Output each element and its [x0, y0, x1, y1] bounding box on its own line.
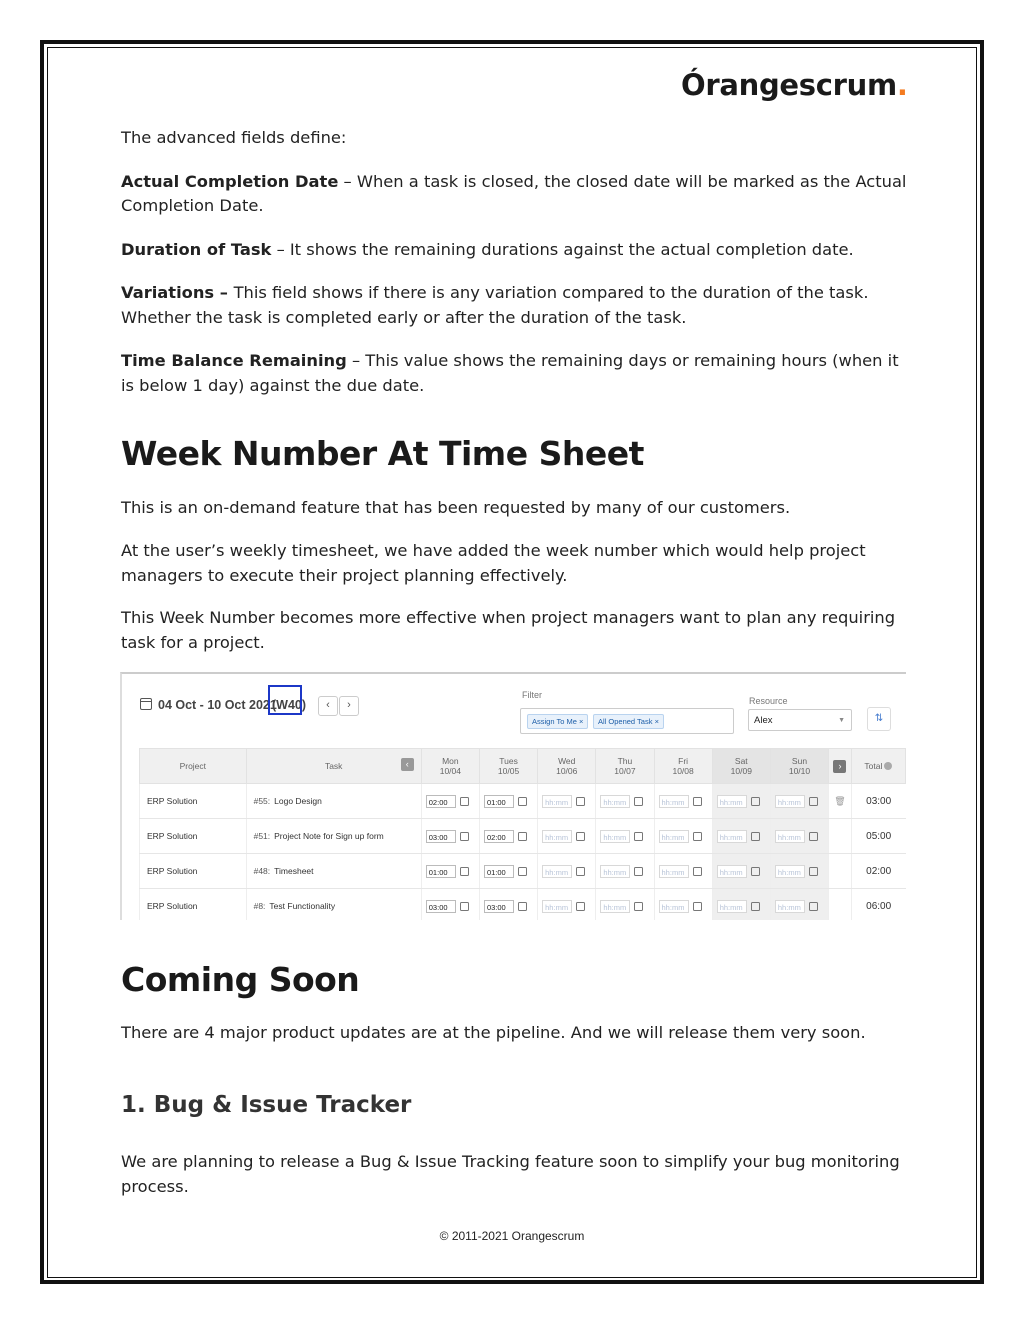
time-cell: [479, 889, 537, 921]
day-date: 10/09: [730, 766, 752, 776]
col-expand: [829, 749, 852, 784]
time-input[interactable]: hh:mm: [542, 795, 572, 808]
week-paragraph-1: This is an on-demand feature that has been requested by many of our customers.: [121, 498, 791, 517]
checkbox[interactable]: [634, 867, 643, 876]
day-date: 10/08: [672, 766, 694, 776]
field-variations: [121, 281, 911, 330]
time-input[interactable]: 01:00: [426, 865, 456, 878]
checkbox[interactable]: [751, 902, 760, 911]
col-task: [246, 749, 421, 784]
footer-copyright: © 2011-2021 Orangescrum: [439, 1229, 585, 1243]
row-task[interactable]: [246, 784, 421, 819]
table-header-row: [140, 749, 906, 784]
row-project: ERP Solution: [140, 889, 247, 921]
field-term: Time Balance Remaining: [121, 351, 347, 370]
time-input[interactable]: hh:mm: [659, 830, 689, 843]
task-title: Test Functionality: [269, 901, 336, 911]
timesheet-table: [139, 748, 906, 920]
task-title: Timesheet: [274, 866, 314, 876]
time-input[interactable]: hh:mm: [600, 900, 630, 913]
day-name: Wed: [558, 756, 576, 766]
col-total: [851, 749, 905, 784]
week-paragraph-3: This Week Number becomes more effective when project managers want to plan any requiring task for a project.: [121, 608, 896, 652]
day-name: Mon: [442, 756, 459, 766]
checkbox[interactable]: [693, 867, 702, 876]
time-input[interactable]: 03:00: [426, 830, 456, 843]
day-name: Tues: [499, 756, 518, 766]
table-row: [140, 784, 906, 819]
day-name: Sun: [791, 756, 808, 766]
col-day-tue: [479, 749, 537, 784]
col-task-label: Task: [324, 761, 343, 771]
checkbox[interactable]: [809, 797, 818, 806]
field-desc: – This value shows the remaining days or remaining hours (when it is below 1 day) against the due date.: [121, 351, 899, 395]
time-cell: [596, 819, 654, 854]
timesheet-body: [140, 784, 906, 921]
remove-chip-icon[interactable]: ×: [654, 717, 659, 726]
time-input[interactable]: hh:mm: [600, 830, 630, 843]
task-number: #8:: [253, 901, 266, 911]
checkbox[interactable]: [809, 902, 818, 911]
time-input[interactable]: hh:mm: [775, 830, 805, 843]
time-input[interactable]: hh:mm: [775, 795, 805, 808]
field-term: Variations –: [121, 283, 234, 302]
time-cell: [770, 819, 828, 854]
field-desc: – When a task is closed, the closed date will be marked as the Actual Completion Date.: [121, 171, 907, 215]
day-date: 10/07: [614, 766, 636, 776]
chip-label: All Opened Task: [598, 717, 653, 726]
sort-button[interactable]: [867, 707, 891, 731]
time-cell: [712, 889, 770, 921]
checkbox[interactable]: [693, 797, 702, 806]
checkbox[interactable]: [518, 832, 527, 841]
time-cell: [596, 889, 654, 921]
row-action: [829, 819, 852, 854]
time-input[interactable]: hh:mm: [659, 865, 689, 878]
row-action: [829, 854, 852, 889]
checkbox[interactable]: [576, 867, 585, 876]
time-cell: [770, 854, 828, 889]
col-day-mon: [421, 749, 479, 784]
time-cell: [654, 784, 712, 819]
checkbox[interactable]: [634, 832, 643, 841]
week-paragraph-2: At the user’s weekly timesheet, we have added the week number which would help project managers to execute their project planning effectively.: [121, 541, 866, 585]
time-cell: [421, 819, 479, 854]
row-task[interactable]: [246, 854, 421, 889]
checkbox[interactable]: [460, 832, 469, 841]
time-input[interactable]: hh:mm: [600, 865, 630, 878]
task-number: #48:: [253, 866, 271, 876]
checkbox[interactable]: [518, 902, 527, 911]
field-term: Duration of Task: [121, 239, 272, 259]
time-input[interactable]: hh:mm: [717, 900, 747, 913]
advanced-fields-section: [121, 126, 911, 417]
time-input[interactable]: 01:00: [484, 865, 514, 878]
coming-soon-heading: Coming Soon: [121, 960, 360, 999]
caret-down-icon: ▼: [838, 717, 845, 724]
time-cell: [479, 854, 537, 889]
col-total-label: Total: [864, 761, 883, 771]
time-input[interactable]: hh:mm: [600, 795, 630, 808]
filter-chip-assign-to-me[interactable]: [527, 714, 588, 729]
intro-text: The advanced fields define:: [121, 128, 347, 147]
filter-chip-all-opened-task[interactable]: [593, 714, 664, 729]
checkbox[interactable]: [751, 797, 760, 806]
time-cell: [538, 889, 596, 921]
day-date: 10/06: [556, 766, 578, 776]
checkbox[interactable]: [634, 797, 643, 806]
row-total: 06:00: [851, 889, 905, 921]
time-cell: [770, 889, 828, 921]
checkbox[interactable]: [518, 797, 527, 806]
time-input[interactable]: 01:00: [484, 795, 514, 808]
task-title: Logo Design: [274, 796, 322, 806]
time-cell: [479, 819, 537, 854]
chevron-left-icon: ‹: [326, 699, 330, 711]
field-desc: This field shows if there is any variation compared to the duration of the task. Whether the task is completed early or after the duration of the task.: [121, 283, 869, 327]
row-total: 03:00: [851, 784, 905, 819]
remove-chip-icon[interactable]: ×: [578, 717, 584, 726]
row-project: ERP Solution: [140, 784, 247, 819]
field-actual-completion-date: [121, 170, 911, 219]
time-input[interactable]: hh:mm: [542, 830, 572, 843]
task-number: #55:: [253, 796, 271, 806]
info-icon: [884, 762, 892, 770]
resource-label: Resource: [749, 696, 788, 706]
week-number-highlight: [268, 685, 302, 715]
checkbox[interactable]: [751, 867, 760, 876]
filter-label: Filter: [522, 690, 542, 700]
logo-dot: .: [896, 68, 908, 102]
row-task[interactable]: [246, 889, 421, 921]
date-range: [140, 698, 277, 712]
day-date: 10/10: [788, 766, 811, 776]
expand-right-icon[interactable]: ›: [833, 760, 846, 773]
time-input[interactable]: 02:00: [484, 830, 514, 843]
time-cell: [712, 784, 770, 819]
checkbox[interactable]: [751, 832, 760, 841]
table-row: [140, 889, 906, 921]
time-cell: [538, 819, 596, 854]
checkbox[interactable]: [576, 902, 585, 911]
table-row: [140, 854, 906, 889]
week-number-heading: Week Number At Time Sheet: [121, 434, 644, 473]
time-input[interactable]: hh:mm: [542, 865, 572, 878]
row-action: [829, 889, 852, 921]
day-date: 10/04: [439, 766, 461, 776]
col-day-fri: [654, 749, 712, 784]
row-project: ERP Solution: [140, 819, 247, 854]
time-input[interactable]: hh:mm: [775, 865, 805, 878]
col-project: Project: [140, 749, 247, 784]
row-total: 05:00: [851, 819, 905, 854]
time-cell: [654, 889, 712, 921]
resource-select[interactable]: [748, 709, 852, 731]
bug-tracker-heading: 1. Bug & Issue Tracker: [121, 1092, 412, 1118]
timesheet-header: [122, 674, 906, 746]
time-cell: [712, 819, 770, 854]
timesheet-screenshot: [120, 672, 906, 920]
checkbox[interactable]: [809, 832, 818, 841]
day-date: 10/05: [497, 766, 520, 776]
task-number: #51:: [253, 831, 271, 841]
time-cell: [654, 854, 712, 889]
coming-soon-paragraph: There are 4 major product updates are at the pipeline. And we will release them very soon.: [121, 1023, 866, 1042]
col-day-wed: [538, 749, 596, 784]
filter-input[interactable]: [520, 708, 734, 734]
table-row: [140, 819, 906, 854]
bug-tracker-paragraph: We are planning to release a Bug & Issue Tracking feature soon to simplify your bug monitoring process.: [121, 1152, 900, 1196]
time-cell: [654, 819, 712, 854]
row-total: 02:00: [851, 854, 905, 889]
time-cell: [421, 854, 479, 889]
time-input[interactable]: hh:mm: [542, 900, 572, 913]
checkbox[interactable]: [460, 867, 469, 876]
field-duration-of-task: [121, 238, 911, 263]
day-name: Sat: [734, 756, 748, 766]
time-cell: [596, 854, 654, 889]
checkbox[interactable]: [693, 902, 702, 911]
time-input[interactable]: hh:mm: [775, 900, 805, 913]
week-number: (W40): [272, 698, 307, 712]
checkbox[interactable]: [634, 902, 643, 911]
time-input[interactable]: hh:mm: [659, 795, 689, 808]
row-action: [829, 784, 852, 819]
time-input[interactable]: hh:mm: [717, 795, 747, 808]
day-name: Fri: [678, 756, 689, 766]
time-cell: [596, 784, 654, 819]
field-desc: – It shows the remaining durations against the actual completion date.: [271, 239, 854, 259]
time-cell: [770, 784, 828, 819]
collapse-left-icon[interactable]: ‹: [401, 758, 414, 771]
time-input[interactable]: 02:00: [426, 795, 456, 808]
sort-arrows-icon: ⇅: [874, 713, 884, 724]
trash-icon[interactable]: 🗑: [834, 795, 846, 806]
field-term: Actual Completion Date: [121, 171, 339, 191]
task-title: Project Note for Sign up form: [274, 831, 384, 841]
time-input[interactable]: hh:mm: [659, 900, 689, 913]
time-cell: [538, 784, 596, 819]
time-cell: [421, 889, 479, 921]
resource-value: Alex: [754, 715, 773, 726]
checkbox[interactable]: [518, 867, 527, 876]
time-input[interactable]: 03:00: [484, 900, 514, 913]
logo-text: Órangescrum: [681, 68, 897, 102]
orangescrum-logo: [681, 68, 908, 102]
time-cell: [538, 854, 596, 889]
next-week-button[interactable]: [339, 696, 359, 716]
time-cell: [712, 854, 770, 889]
checkbox[interactable]: [809, 867, 818, 876]
prev-week-button[interactable]: [318, 696, 338, 716]
col-day-sat: [712, 749, 770, 784]
date-range-text: 04 Oct - 10 Oct 2021: [158, 698, 277, 712]
checkbox[interactable]: [460, 797, 469, 806]
day-name: Thu: [617, 756, 633, 766]
checkbox[interactable]: [576, 832, 585, 841]
time-cell: [479, 784, 537, 819]
row-task[interactable]: [246, 819, 421, 854]
calendar-icon: [140, 698, 152, 710]
time-input[interactable]: hh:mm: [717, 865, 747, 878]
checkbox[interactable]: [460, 902, 469, 911]
field-time-balance-remaining: [121, 349, 911, 398]
chip-label: Assign To Me: [532, 717, 577, 726]
col-day-thu: [596, 749, 654, 784]
chevron-right-icon: ›: [347, 699, 351, 711]
time-input[interactable]: hh:mm: [717, 830, 747, 843]
row-project: ERP Solution: [140, 854, 247, 889]
time-cell: [421, 784, 479, 819]
time-input[interactable]: 03:00: [426, 900, 456, 913]
checkbox[interactable]: [693, 832, 702, 841]
checkbox[interactable]: [576, 797, 585, 806]
col-day-sun: [770, 749, 828, 784]
